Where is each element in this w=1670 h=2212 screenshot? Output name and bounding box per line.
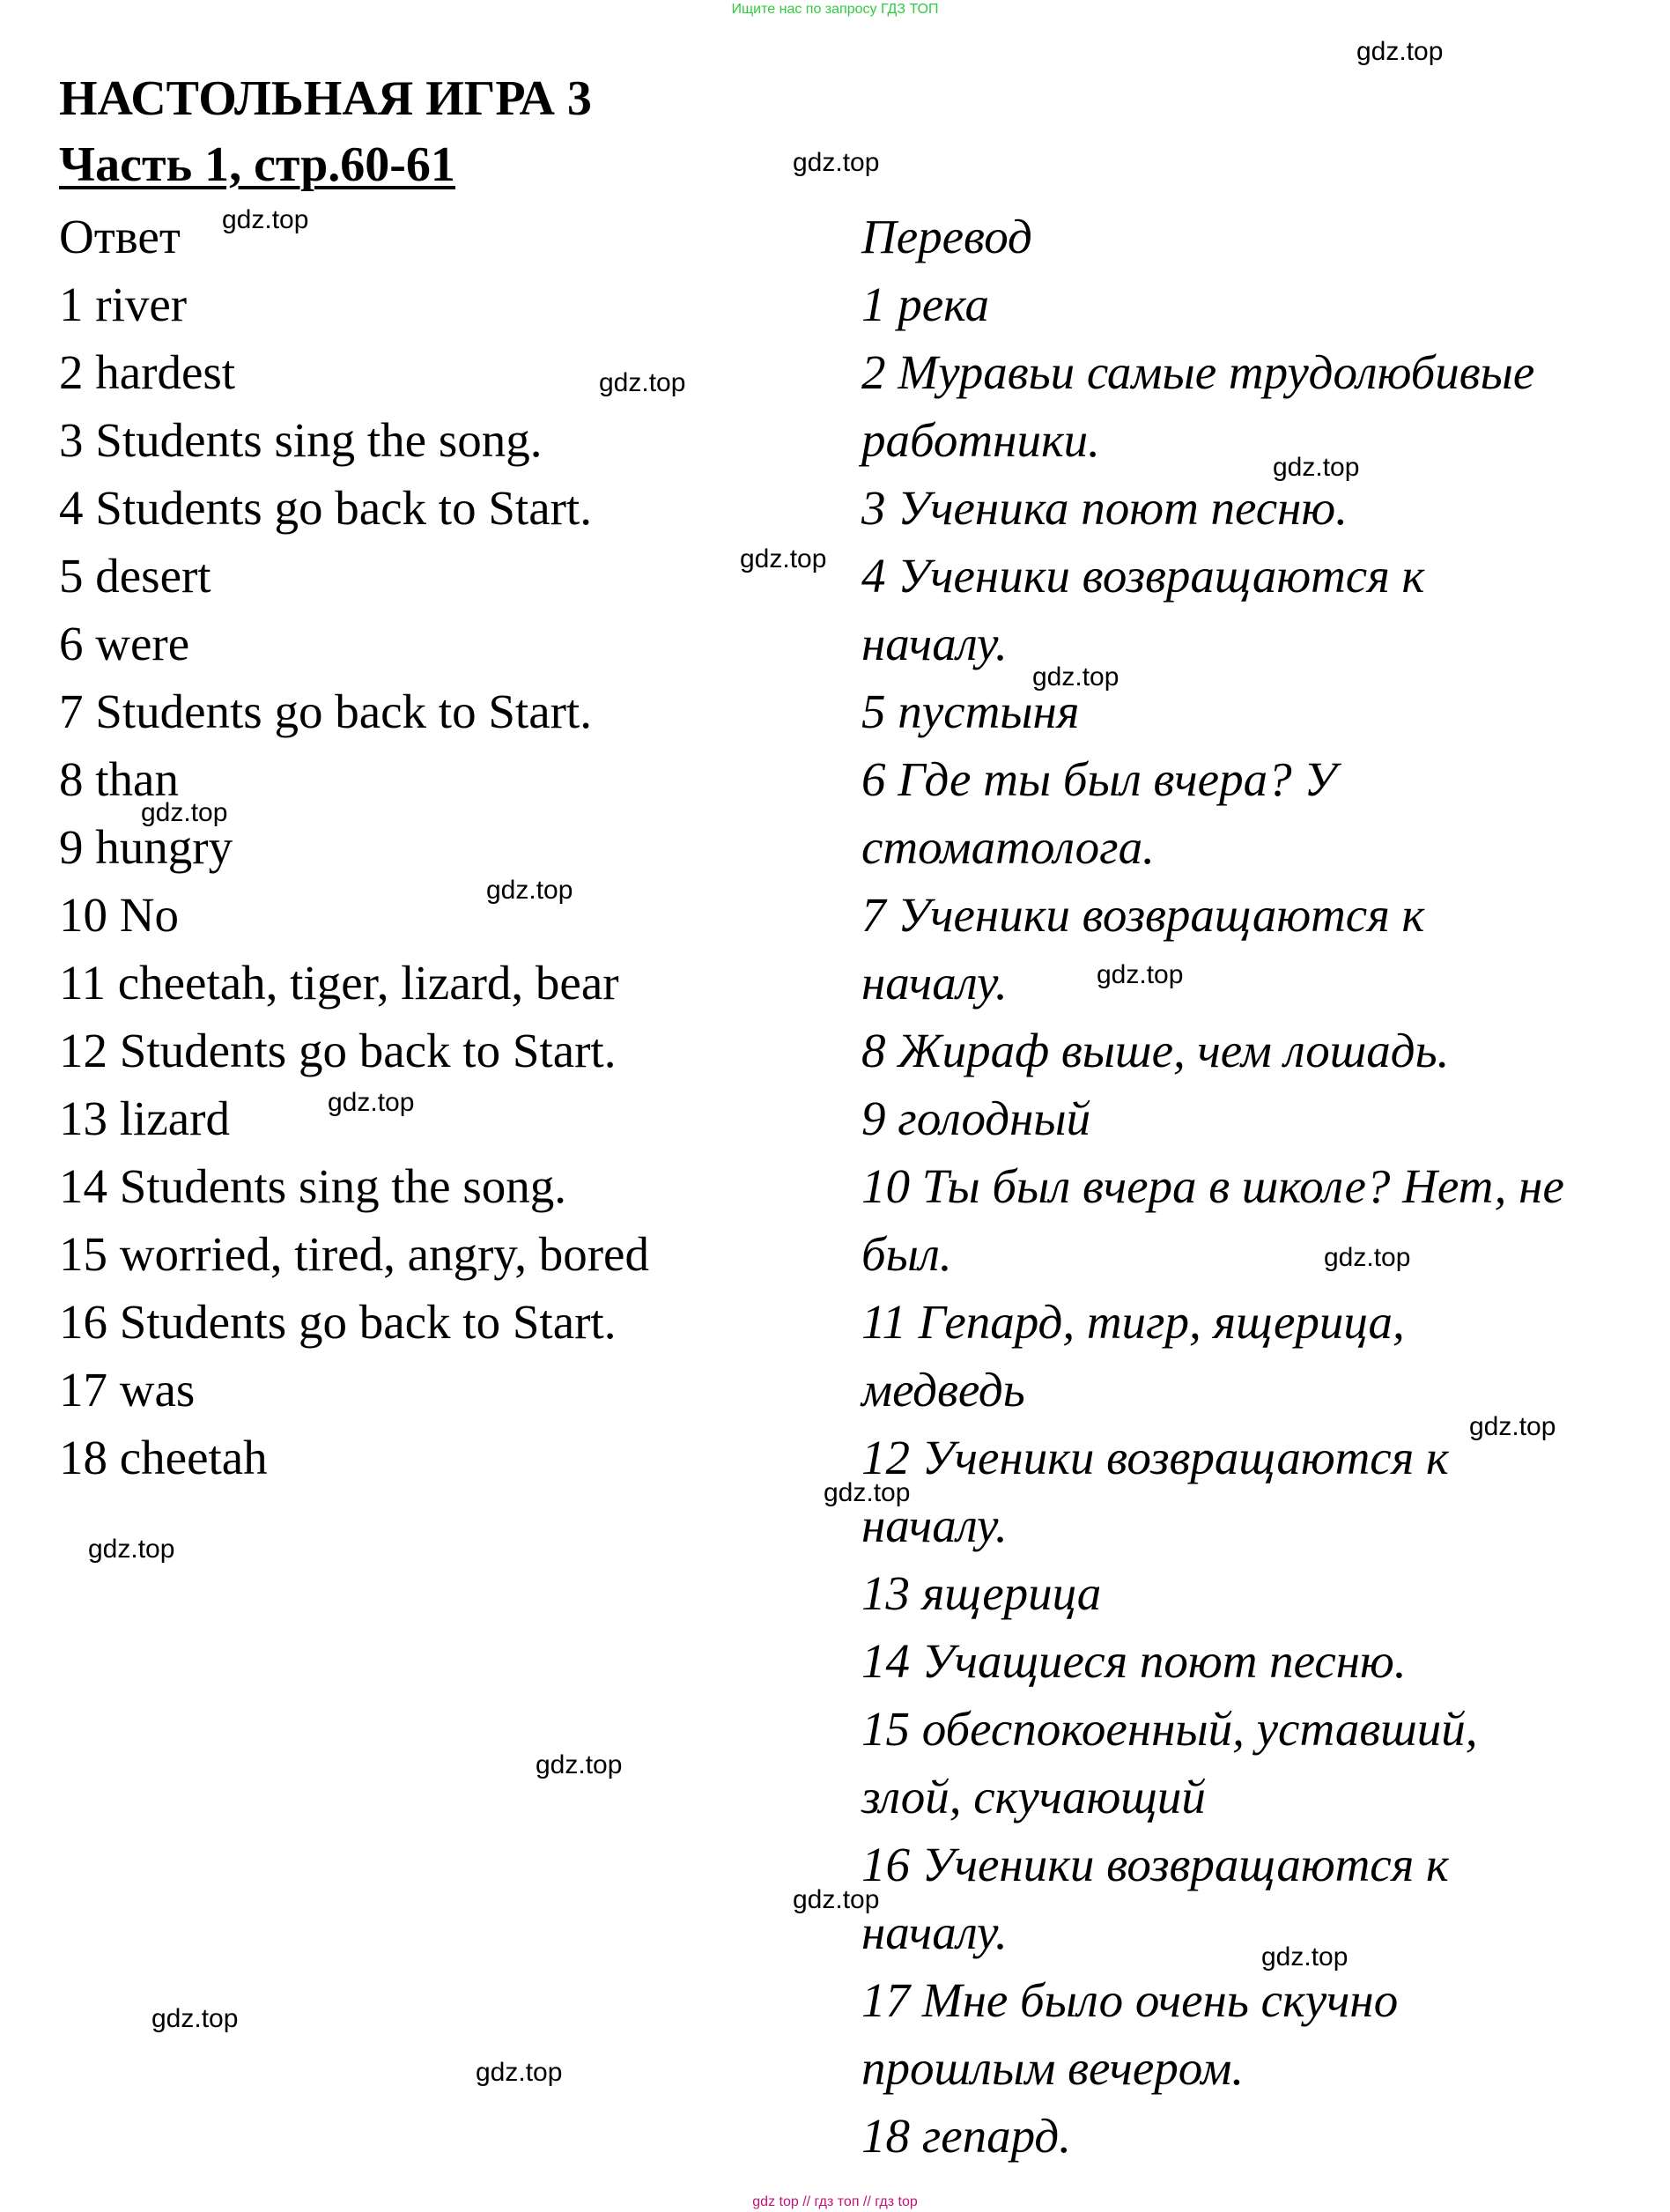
translation-line: 3 Ученика поют песню.: [861, 481, 1348, 535]
translation-line: 2 Муравьи самые трудолюбивые: [861, 345, 1535, 399]
translation-line: медведь: [861, 1363, 1025, 1417]
translation-line: прошлым вечером.: [861, 2041, 1245, 2095]
watermark: gdz.top: [793, 148, 880, 177]
watermark: gdz.top: [599, 368, 686, 397]
answer-line: 14 Students sing the song.: [59, 1159, 566, 1213]
watermark: gdz.top: [141, 798, 228, 827]
watermark: gdz.top: [476, 2058, 563, 2087]
translation-line: 12 Ученики возвращаются к: [861, 1431, 1449, 1484]
answer-line: 2 hardest: [59, 345, 236, 399]
answer-line: 13 lizard: [59, 1091, 230, 1145]
page-subtitle: Часть 1, стр.60-61: [59, 137, 455, 192]
answer-line: 16 Students go back to Start.: [59, 1295, 617, 1349]
page-title: НАСТОЛЬНАЯ ИГРА 3: [59, 71, 592, 126]
translation-line: началу.: [861, 1498, 1008, 1552]
translation-line: 4 Ученики возвращаются к: [861, 549, 1425, 603]
translation-header: Перевод: [861, 210, 1032, 263]
watermark: gdz.top: [222, 205, 309, 234]
translation-column: [861, 203, 1564, 2170]
answer-line: 7 Students go back to Start.: [59, 684, 592, 738]
answer-line: 8 than: [59, 752, 179, 806]
translation-line: 10 Ты был вчера в школе? Нет, не: [861, 1159, 1564, 1213]
answer-line: 15 worried, tired, angry, bored: [59, 1227, 649, 1281]
answers-column: [59, 203, 649, 1491]
translation-line: 16 Ученики возвращаются к: [861, 1838, 1449, 1891]
answer-line: 12 Students go back to Start.: [59, 1024, 617, 1077]
translation-line: стоматолога.: [861, 820, 1155, 874]
translation-line: началу.: [861, 1905, 1008, 1959]
answer-line: 17 was: [59, 1363, 196, 1417]
watermark: gdz.top: [1469, 1412, 1556, 1441]
translation-line: 8 Жираф выше, чем лошадь.: [861, 1024, 1450, 1077]
translation-line: 1 река: [861, 277, 990, 331]
translation-line: 9 голодный: [861, 1091, 1091, 1145]
watermark: gdz.top: [1261, 1942, 1349, 1972]
translation-line: началу.: [861, 617, 1008, 670]
footer: gdz top // гдз топ // гдз top: [752, 2194, 918, 2209]
translation-line: 15 обеспокоенный, уставший,: [861, 1702, 1478, 1756]
watermark: gdz.top: [536, 1750, 623, 1779]
watermark: gdz.top: [793, 1885, 880, 1914]
answer-line: 6 were: [59, 617, 190, 670]
watermark: gdz.top: [1273, 453, 1360, 482]
watermark: gdz.top: [486, 876, 573, 905]
answer-line: 3 Students sing the song.: [59, 413, 543, 467]
watermark: gdz.top: [1097, 960, 1184, 989]
answer-line: 18 cheetah: [59, 1431, 268, 1484]
watermark: gdz.top: [1324, 1243, 1411, 1272]
translation-line: злой, скучающий: [861, 1770, 1206, 1824]
top-banner: Ищите нас по запросу ГДЗ ТОП: [731, 2, 939, 17]
translation-line: 7 Ученики возвращаются к: [861, 888, 1425, 942]
watermark: gdz.top: [1032, 662, 1119, 692]
translation-line: 18 гепард.: [861, 2109, 1071, 2163]
answer-line: 1 river: [59, 277, 188, 331]
answer-line: 11 cheetah, tiger, lizard, bear: [59, 956, 619, 1010]
translation-line: 14 Учащиеся поют песню.: [861, 1634, 1407, 1688]
answers-header: Ответ: [59, 210, 181, 263]
translation-line: работники.: [861, 413, 1100, 467]
answer-line: 4 Students go back to Start.: [59, 481, 592, 535]
translation-line: началу.: [861, 956, 1008, 1010]
translation-line: 17 Мне было очень скучно: [861, 1973, 1399, 2027]
translation-line: был.: [861, 1227, 952, 1281]
watermark: gdz.top: [328, 1088, 415, 1117]
answer-line: 5 desert: [59, 549, 211, 603]
watermark: gdz.top: [740, 544, 827, 573]
translation-line: 6 Где ты был вчера? У: [861, 752, 1337, 806]
watermark: gdz.top: [151, 2004, 239, 2033]
answer-line: 10 No: [59, 888, 179, 942]
watermark: gdz.top: [1356, 37, 1444, 66]
watermark: gdz.top: [824, 1478, 911, 1507]
translation-line: 13 ящерица: [861, 1566, 1102, 1620]
translation-line: 5 пустыня: [861, 684, 1080, 738]
answer-line: 9 hungry: [59, 820, 233, 874]
translation-line: 11 Гепард, тигр, ящерица,: [861, 1295, 1405, 1349]
watermark: gdz.top: [88, 1535, 175, 1564]
